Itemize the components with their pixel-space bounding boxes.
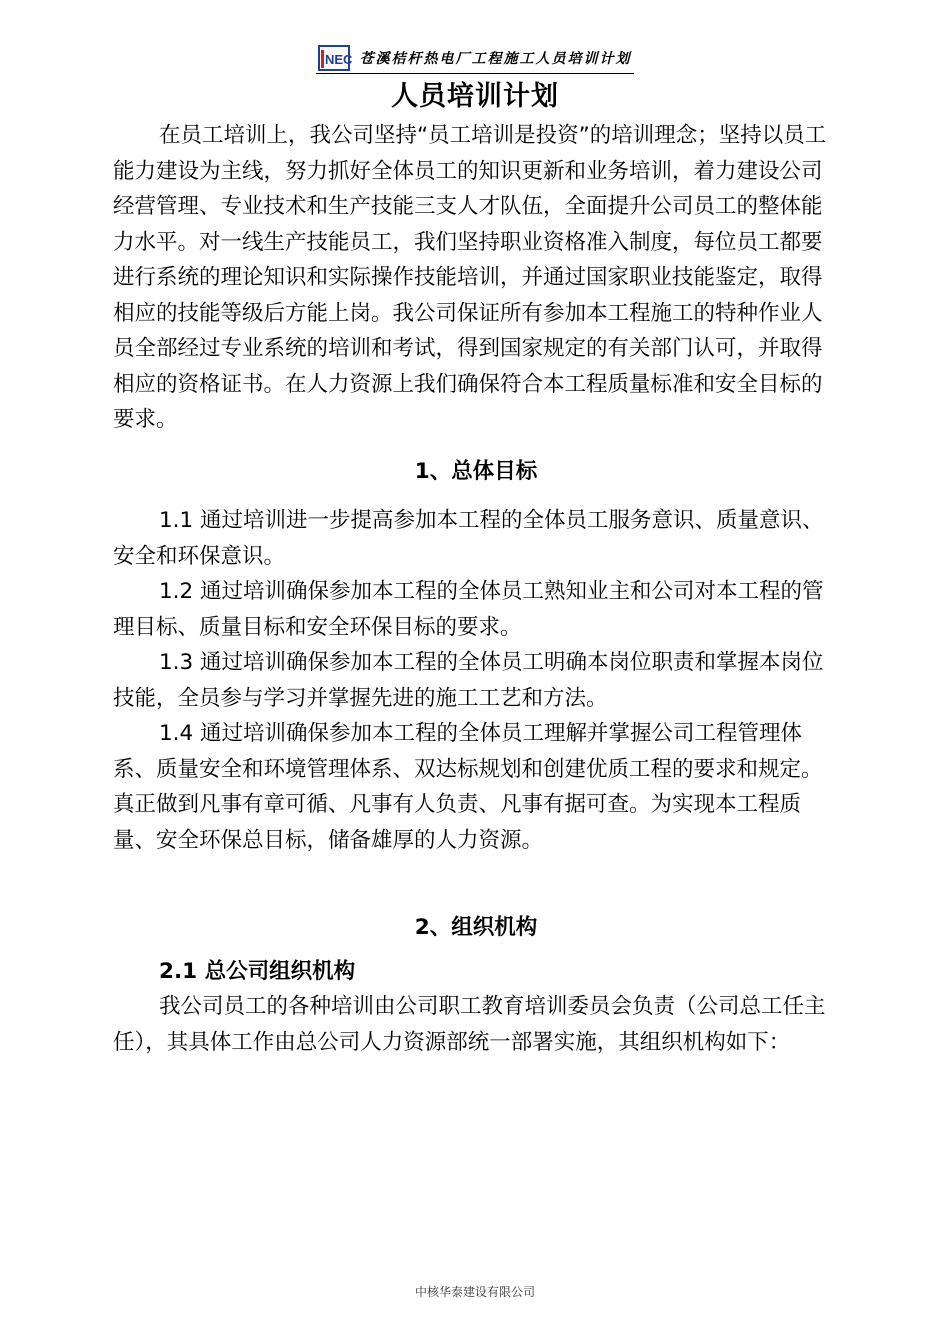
goal-item: 1.4 通过培训确保参加本工程的全体员工理解并掌握公司工程管理体系、质量安全和环境管理体系、双达标规划和创建优质工程的要求和规定。真正做到凡事有章可循、凡事有人负责、凡事有据可查。为实现本工程质量、安全环保总目标，储备雄厚的人力资源。	[113, 721, 823, 853]
section-2-heading: 2、组织机构	[414, 915, 538, 940]
document-title: 人员培训计划	[391, 81, 559, 112]
document-body	[113, 118, 839, 1060]
section-2-1-heading: 2.1 总公司组织机构	[159, 958, 356, 984]
nec-logo	[318, 44, 352, 72]
section-1-heading: 1、总体目标	[414, 458, 538, 484]
page-footer: 中核华泰建设有限公司	[414, 1285, 535, 1299]
goal-item: 1.1 通过培训进一步提高参加本工程的全体员工服务意识、质量意识、安全和环保意识。	[113, 508, 824, 569]
page-header	[0, 44, 950, 74]
header-title: 苍溪桔杆热电厂工程施工人员培训计划	[359, 51, 632, 67]
svg-text:NEC: NEC	[325, 52, 353, 67]
goal-item: 1.3 通过培训确保参加本工程的全体员工明确本岗位职责和掌握本岗位技能，全员参与学习并掌握先进的施工工艺和方法。	[113, 650, 824, 711]
goal-item: 1.2 通过培训确保参加本工程的全体员工熟知业主和公司对本工程的管理目标、质量目标和安全环保目标的要求。	[113, 579, 824, 640]
intro-paragraph: 在员工培训上，我公司坚持“员工培训是投资”的培训理念；坚持以员工能力建设为主线，努力抓好全体员工的知识更新和业务培训，着力建设公司经营管理、专业技术和生产技能三支人才队伍，全面提升公司员工的整体能力水平。对一线生产技能员工，我们坚持职业资格准入制度，每位员工都要进行系统的理论知识和实际操作技能培训，并通过国家职业技能鉴定，取得相应的技能等级后方能上岗。我公司保证所有参加本工程施工的特种作业人员全部经过专业系统的培训和考试，得到国家规定的有关部门认可，并取得相应的资格证书。在人力资源上我们确保符合本工程质量标准和安全目标的要求。	[113, 123, 827, 432]
org-paragraph: 我公司员工的各种培训由公司职工教育培训委员会负责（公司总工任主任），其具体工作由总公司人力资源部统一部署实施，其组织机构如下：	[113, 994, 826, 1055]
